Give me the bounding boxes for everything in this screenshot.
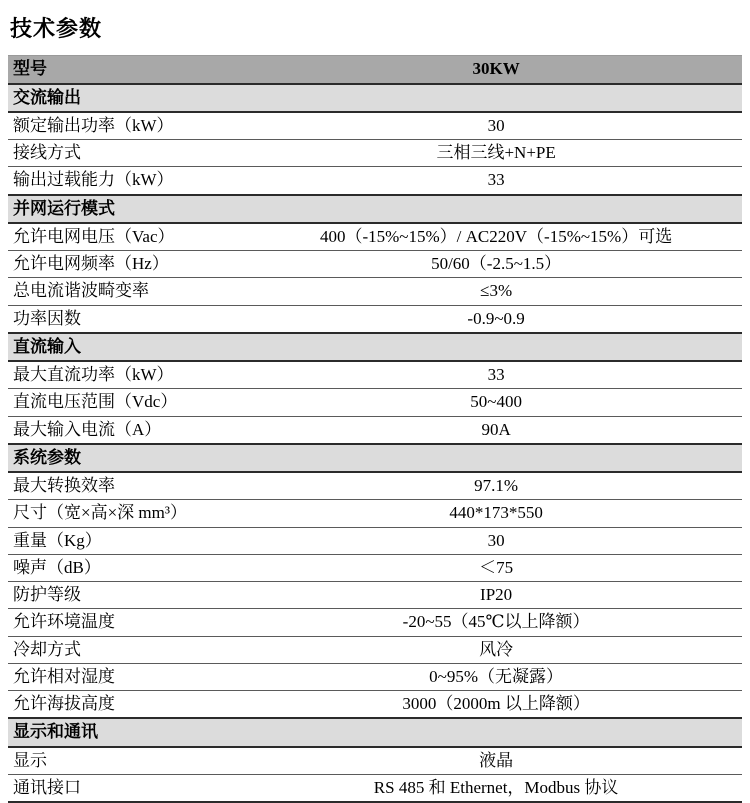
spec-value: RS 485 和 Ethernet，Modbus 协议 [373, 777, 619, 797]
spec-label: 重量（Kg） [13, 530, 102, 550]
spec-row [8, 167, 742, 195]
model-header-value: 30KW [472, 59, 520, 79]
spec-row [8, 636, 742, 663]
model-header-label: 型号 [13, 59, 47, 79]
spec-value: 0~95%（无凝露） [429, 666, 564, 686]
spec-row [8, 747, 742, 775]
spec-row [8, 112, 742, 140]
spec-label: 输出过载能力（kW） [13, 170, 174, 190]
spec-label: 允许海拔高度 [13, 694, 115, 713]
spec-table-body [8, 56, 742, 803]
spec-value: -20~55（45℃以上降额） [402, 612, 590, 632]
spec-table [8, 55, 742, 803]
spec-row [8, 500, 742, 527]
section-label: 显示和通讯 [13, 722, 98, 742]
spec-label: 允许相对湿度 [13, 666, 115, 686]
spec-row [8, 774, 742, 802]
spec-value: 33 [487, 365, 505, 384]
spec-value: IP20 [480, 585, 513, 604]
spec-value: 50/60（-2.5~1.5） [431, 254, 562, 273]
spec-label: 功率因数 [13, 308, 81, 328]
section-label: 交流输出 [13, 87, 81, 107]
spec-row [8, 251, 742, 278]
spec-label: 额定输出功率（kW） [13, 115, 174, 135]
spec-value: ＜75 [479, 557, 514, 577]
section-row [8, 718, 742, 746]
section-row [8, 444, 742, 472]
spec-row [8, 527, 742, 554]
spec-value: 液晶 [479, 750, 514, 770]
spec-row [8, 416, 742, 444]
spec-value: 50~400 [470, 392, 522, 412]
spec-label: 总电流谐波畸变率 [13, 281, 149, 301]
spec-value: 97.1% [474, 476, 519, 495]
spec-label: 允许环境温度 [13, 612, 115, 632]
spec-label: 通讯接口 [13, 777, 81, 797]
spec-row [8, 223, 742, 251]
spec-row [8, 582, 742, 609]
spec-value: 400（-15%~15%）/ AC220V（-15%~15%）可选 [319, 226, 673, 246]
spec-row [8, 140, 742, 167]
spec-row [8, 278, 742, 305]
spec-row [8, 663, 742, 690]
spec-label: 接线方式 [13, 143, 81, 162]
spec-value: 三相三线+N+PE [436, 143, 556, 162]
section-row [8, 84, 742, 112]
section-row [8, 195, 742, 223]
spec-row [8, 305, 742, 333]
spec-label: 冷却方式 [13, 639, 81, 659]
spec-value: 30 [487, 530, 505, 550]
spec-value: -0.9~0.9 [467, 308, 525, 328]
spec-value: 33 [487, 170, 505, 190]
spec-label: 噪声（dB） [13, 557, 101, 577]
spec-label: 最大直流功率（kW） [13, 365, 174, 384]
spec-value: 440*173*550 [449, 503, 543, 523]
model-header-row [8, 56, 742, 84]
section-row [8, 333, 742, 361]
spec-value: 风冷 [479, 639, 514, 659]
spec-label: 允许电网电压（Vac） [13, 226, 175, 246]
spec-label: 显示 [13, 750, 47, 770]
spec-row [8, 554, 742, 581]
spec-value: 90A [481, 419, 511, 439]
section-label: 系统参数 [13, 447, 81, 467]
spec-value: 30 [487, 115, 505, 135]
spec-label: 最大转换效率 [13, 476, 115, 495]
spec-row [8, 361, 742, 389]
spec-value: ≤3% [480, 281, 513, 301]
spec-row [8, 389, 742, 416]
spec-row [8, 691, 742, 719]
section-label: 直流输入 [13, 336, 81, 356]
spec-label: 防护等级 [13, 585, 81, 604]
spec-label: 最大输入电流（A） [13, 419, 162, 439]
spec-row [8, 472, 742, 500]
section-label: 并网运行模式 [13, 198, 115, 218]
spec-label: 尺寸（宽×高×深 mm³） [13, 503, 187, 523]
spec-label: 直流电压范围（Vdc） [13, 392, 178, 412]
page-title: 技术参数 [10, 16, 103, 41]
spec-label: 允许电网频率（Hz） [13, 254, 169, 273]
spec-value: 3000（2000m 以上降额） [402, 694, 590, 713]
spec-row [8, 609, 742, 636]
